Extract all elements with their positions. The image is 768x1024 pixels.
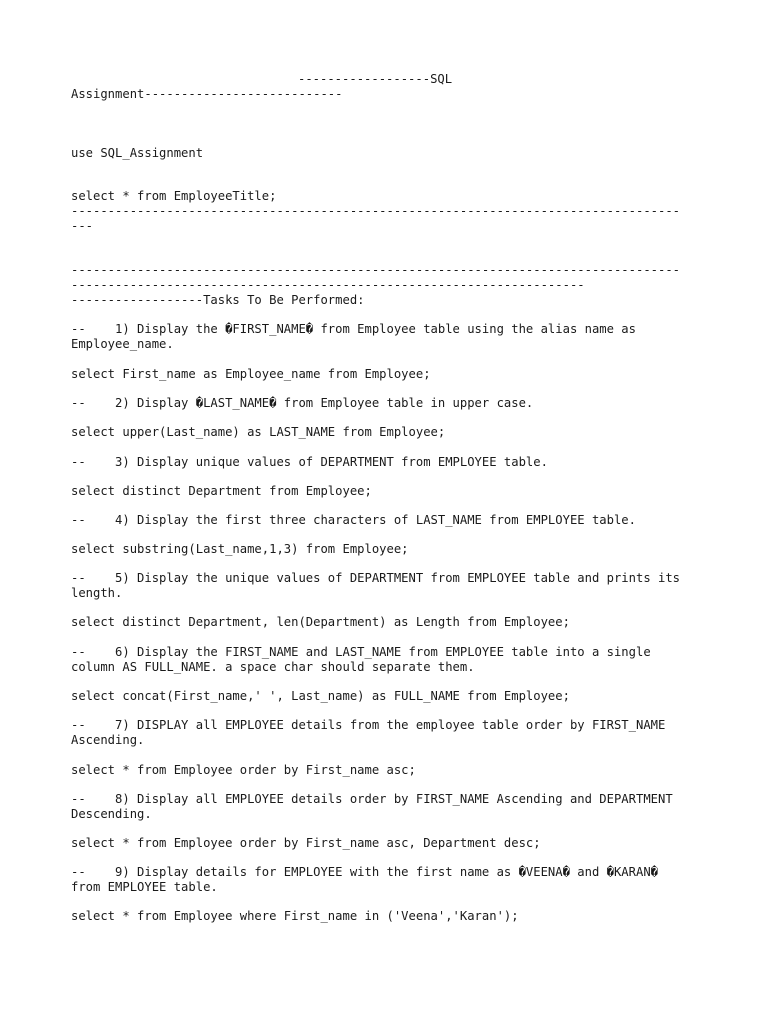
task-3-question-line-1: -- 3) Display unique values of DEPARTMENT from EMPLOYEE table. [71, 455, 548, 469]
task-8-question-line-2: Descending. [71, 807, 152, 821]
use-statement: use SQL_Assignment [71, 146, 204, 160]
task-6-sql: select concat(First_name,' ', Last_name) as FULL_NAME from Employee; [71, 689, 570, 703]
task-8-question-line-1: -- 8) Display all EMPLOYEE details order by FIRST_NAME Ascending and DEPARTMENT [71, 792, 673, 806]
task-8-sql: select * from Employee order by First_name asc, Department desc; [71, 836, 541, 850]
title-line-2: Assignment--------------------------- [71, 87, 343, 101]
task-4-sql: select substring(Last_name,1,3) from Employee; [71, 542, 409, 556]
separator-2b: ---------------------------------------------------------------------- [71, 278, 585, 292]
task-5-question-line-1: -- 5) Display the unique values of DEPARTMENT from EMPLOYEE table and prints its [71, 571, 681, 585]
task-5-question-line-2: length. [71, 586, 123, 600]
task-2-question-line-1: -- 2) Display �LAST_NAME� from Employee table in upper case. [71, 396, 534, 410]
task-5-sql: select distinct Department, len(Department) as Length from Employee; [71, 615, 570, 629]
tasks-heading: ------------------Tasks To Be Performed: [71, 293, 365, 307]
task-6-question-line-1: -- 6) Display the FIRST_NAME and LAST_NAME from EMPLOYEE table into a single [71, 645, 651, 659]
separator-1a: ----------------------------------------------------------------------------------- [71, 204, 681, 218]
task-2-sql: select upper(Last_name) as LAST_NAME from Employee; [71, 425, 446, 439]
task-7-question-line-2: Ascending. [71, 733, 145, 747]
select-title-statement: select * from EmployeeTitle; [71, 189, 277, 203]
task-9-sql: select * from Employee where First_name in ('Veena','Karan'); [71, 909, 519, 923]
separator-1b: --- [71, 219, 94, 233]
task-1-sql: select First_name as Employee_name from Employee; [71, 367, 431, 381]
task-7-sql: select * from Employee order by First_name asc; [71, 763, 416, 777]
task-1-question-line-1: -- 1) Display the �FIRST_NAME� from Employee table using the alias name as [71, 322, 636, 336]
task-1-question-line-2: Employee_name. [71, 337, 174, 351]
task-3-sql: select distinct Department from Employee; [71, 484, 372, 498]
task-7-question-line-1: -- 7) DISPLAY all EMPLOYEE details from the employee table order by FIRST_NAME [71, 718, 666, 732]
task-9-question-line-1: -- 9) Display details for EMPLOYEE with the first name as �VEENA� and �KARAN� [71, 865, 658, 879]
title-line-1: ------------------SQL [298, 72, 453, 86]
separator-2a: ----------------------------------------------------------------------------------- [71, 263, 681, 277]
task-6-question-line-2: column AS FULL_NAME. a space char should separate them. [71, 660, 475, 674]
task-4-question-line-1: -- 4) Display the first three characters of LAST_NAME from EMPLOYEE table. [71, 513, 636, 527]
task-9-question-line-2: from EMPLOYEE table. [71, 880, 218, 894]
